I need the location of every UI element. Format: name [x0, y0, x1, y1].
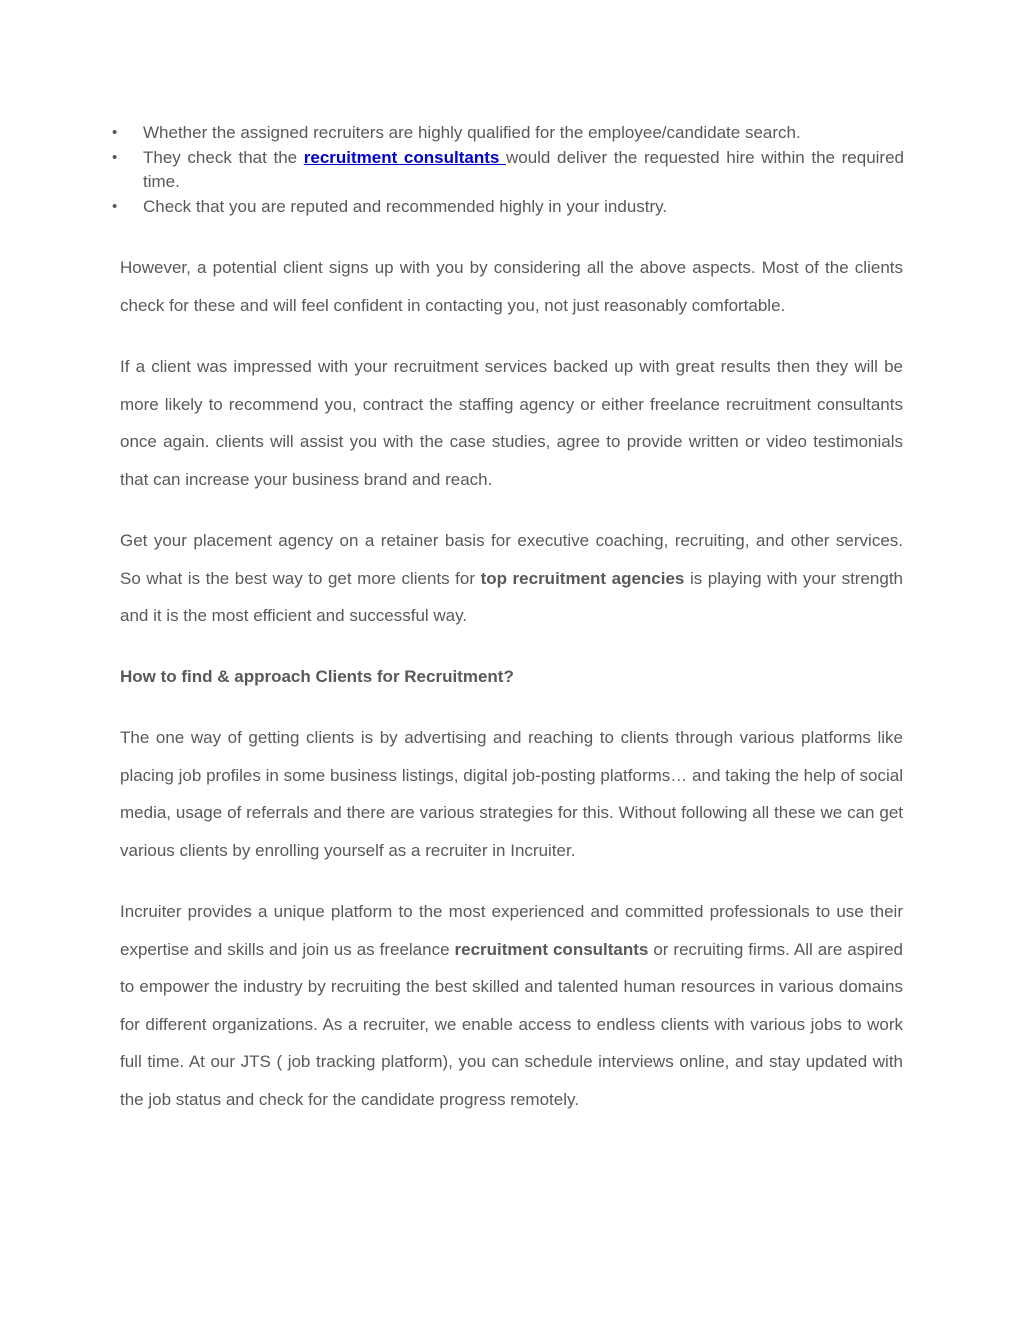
list-item	[112, 146, 904, 195]
bold-phrase: recruitment consultants	[454, 939, 649, 959]
section-heading: How to find & approach Clients for Recruitment?	[120, 667, 514, 686]
list-item-text-after: would deliver the requested hire within the required time.	[143, 147, 904, 191]
list-item	[112, 195, 904, 220]
paragraph-finding-clients	[120, 719, 903, 869]
paragraph-text-before: Incruiter provides a unique platform to the most experienced and committed professionals to use their expertise and skills and join us as freelance	[120, 902, 903, 959]
paragraph-text: However, a potential client signs up with you by considering all the above aspects. Most of the clients check for these and will feel confident in contacting you, not just reasonably comfortable.	[120, 258, 903, 315]
paragraph-retainer	[120, 522, 903, 635]
paragraph-client-aspects	[120, 249, 903, 324]
section-heading-block	[120, 658, 903, 696]
paragraph-text-after: is playing with your strength and it is the most efficient and successful way.	[120, 568, 904, 625]
paragraph-text: The one way of getting clients is by advertising and reaching to clients through various platforms like placing job profiles in some business listings, digital job-posting platforms… and taking the help of social media, usage of referrals and there are various strategies for this. Without following all these we can get various clients by enrolling yourself as a recruiter in Incruiter.	[120, 728, 903, 860]
list-item-text: Check that you are reputed and recommended highly in your industry.	[143, 196, 668, 216]
paragraph-text-after: or recruiting firms. All are aspired to empower the industry by recruiting the best skilled and talented human resources in various domains for different organizations. As a recruiter, we enable access to endless clients with various jobs to work full time. At our JTS ( job tracking platform), you can schedule interviews online, and stay updated with the job status and check for the candidate progress remotely.	[120, 939, 903, 1109]
list-item-text-before: They check that the	[143, 147, 304, 167]
recruitment-consultants-link[interactable]: recruitment consultants	[303, 147, 506, 167]
bold-phrase: top recruitment agencies	[480, 568, 685, 588]
paragraph-text: If a client was impressed with your recruitment services backed up with great results then they will be more likely to recommend you, contract the staffing agency or either freelance recruitment consultants once again. clients will assist you with the case studies, agree to provide written or video testimonials that can increase your business brand and reach.	[120, 357, 903, 489]
paragraph-client-impressed	[120, 348, 903, 498]
list-item	[112, 121, 904, 146]
list-item-text: Whether the assigned recruiters are highly qualified for the employee/candidate search.	[143, 123, 801, 142]
paragraph-text-before: Get your placement agency on a retainer basis for executive coaching, recruiting, and other services. So what is the best way to get more clients for	[120, 531, 903, 588]
paragraph-text	[120, 522, 903, 635]
checklist	[112, 121, 904, 219]
paragraph-text	[120, 893, 903, 1118]
paragraph-incruiter-platform	[120, 893, 903, 1118]
